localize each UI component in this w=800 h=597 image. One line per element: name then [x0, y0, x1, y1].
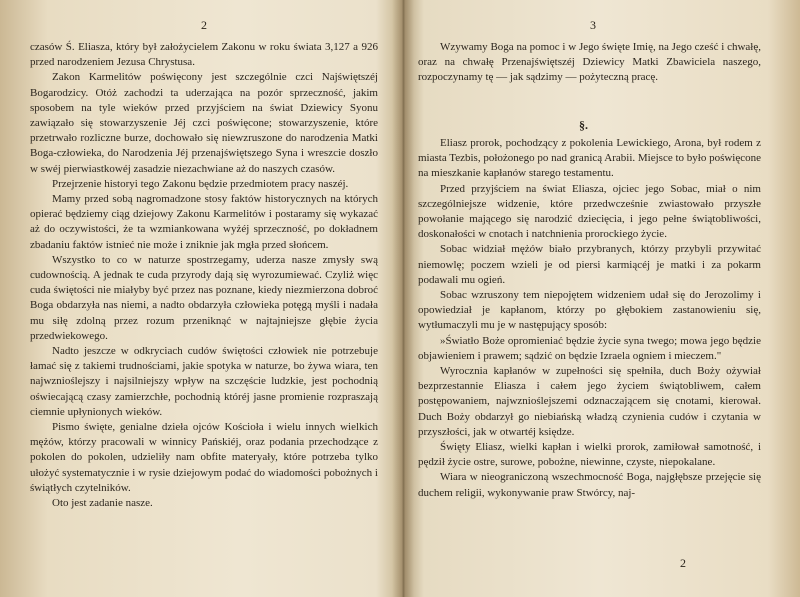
left-paragraph-8: Oto jest zadanie nasze. [52, 497, 153, 510]
left-paragraph-1: czasów Ś. Eliasza, który był założycielem Zakonu w roku świata 3,127 a 926 przed narodzeniem Jezusa Chrystusa. [30, 41, 378, 69]
right-page-text [418, 136, 761, 501]
right-paragraph-2: Przed przyjściem na świat Eliasza, ojciec jego Sobac, miał o nim szczególniejsze widzenie, które przedwcześnie zwiastowało przyszłe powołanie mającego się narodzić dziecięcia, i jego pełne świątobliwości, doskonałości w cnotach i natchnienia prorockiego życie. [418, 182, 761, 241]
right-paragraph-6: Wyrocznia kapłanów w zupełności się spełniła, duch Boży ożywiał bezprzestannie Eliasza i całem jego życiem świątobliwem, całem postępowaniem, najwznioślejszemi odznaczającem się cnotami, kierował. Duch Boży obdarzył go niebiańską władzą czynienia cudów i czytania w przyszłości, jak w otwartéj księdze. [418, 365, 761, 438]
right-opening-paragraph: Wzywamy Boga na pomoc i w Jego święte Imię, na Jego cześć i chwałę, oraz na chwałę Przenajświętszéj Dziewicy Matki Zbawiciela naszego, rozpoczynamy tę — jak sądzimy — pożyteczną pracę. [418, 41, 761, 84]
left-paragraph-2: Zakon Karmelitów poświęcony jest szczególnie czci Najświętszéj Bogarodzicy. Otóż zachodzi ta uderzająca na pozór sprzeczność, jakim sposobem na tyle wieków przed przyjściem na świat Dziewicy Syonu zawiązało się stowarzyszenie Jéj czci poświęcone; stowarzyszenie, które przetrwało rozliczne burze, dochowało się niewzruszone do narodzenia Matki Boga-człowieka, do Narodzenia Jéj przenajświętszego Syna i wreszcie doszło w swéj pierwiastkowéj zasadzie niezachwiane aż do naszych czasów. [30, 71, 378, 175]
right-page [405, 0, 800, 597]
right-opening-text [418, 40, 761, 86]
left-paragraph-6: Nadto jeszcze w odkryciach cudów świętości człowiek nie potrzebuje łamać się z takiemi trudnościami, jakie spotyka w naturze, bo żywa wiara, ten najwznioślejszy i najsilniejszy wpływ na szczęście ludzkie, jest pochodnią oświecającą czasy zamierzchłe, pochodnią któréj jasne promienie rozpraszają ciemnie upłynionych wieków. [30, 345, 378, 418]
section-mark: §. [579, 118, 588, 132]
left-page-number: 2 [201, 18, 207, 32]
right-paragraph-5: »Światło Boże opromieniać będzie życie syna twego; mowa jego będzie objawieniem i prawem; sądzić on będzie Izraela ogniem i mieczem." [418, 334, 761, 362]
left-paragraph-5: Wszystko to co w naturze spostrzegamy, uderza nasze zmysły swą cudownością. A jednak te cuda przyrody dają się wyrozumiewać. Czyliż więc cuda świętości nie miałyby być przez nas poznane, kiedy niezmierzona dobroć Boga obdarzyła nas niemi, a nadto obdarzyła człowieka potęgą myśli i nadała mu siłę zdolną przez rozum przeniknąć w najtajniejsze głębie życia przedwiekowego. [30, 253, 378, 342]
right-paragraph-4: Sobac wzruszony tem niepojętem widzeniem udał się do Jerozolimy i opowiedział je kapłanom, którzy po głębokiem zastanowieniu się, wytłumaczyli mu je w następujący sposób: [418, 289, 761, 332]
signature-mark: 2 [680, 556, 686, 570]
right-paragraph-7: Święty Eliasz, wielki kapłan i wielki prorok, zamiłował samotność, i pędził życie ostre, surowe, pobożne, niewinne, czyste, niepokalane. [418, 441, 761, 469]
right-page-number: 3 [590, 18, 596, 32]
left-paragraph-7: Pismo święte, genialne dzieła ojców Kościoła i wielu innych wielkich mężów, którzy pracowali w winnicy Pańskiéj, oraz podania przechodzące z pokolen do pokolen, udzieliły nam obfite materyały, które potrzeba tylko ułożyć systematycznie i w rysie dziejowym podać do wiadomości pobożnych i świątłych czytelników. [30, 421, 378, 494]
right-paragraph-3: Sobac widział mężów biało przybranych, którzy przybyli przywitać niemowlę; poczem wzieli je od piersi karmiącéj je matki i za pokarm podawali mu ogień. [418, 243, 761, 286]
left-paragraph-4: Mamy przed sobą nagromadzone stosy faktów historycznych na których opierać będziemy ciąg dziejowy Zakonu Karmelitów i postaramy się wykazać aż do oczywistości, że ta wzmiankowana wyżéj sprzeczność, po dokładnem zbadaniu faktów istnieć nie może i zniknie jak mgła przed słońcem. [30, 193, 378, 251]
right-paragraph-8: Wiara w nieograniczoną wszechmocność Boga, najgłębsze przejęcie się duchem religii, wykonywanie praw Stwórcy, naj- [418, 471, 761, 499]
right-paragraph-1: Eliasz prorok, pochodzący z pokolenia Lewickiego, Arona, był rodem z miasta Tezbis, położonego po nad granicą Arabii. Miejsce to było poświęcone na mieszkanie kapłanów starego testamentu. [418, 137, 761, 180]
left-paragraph-3: Przejrzenie historyi tego Zakonu będzie przedmiotem pracy naszéj. [52, 177, 349, 190]
left-page-text [30, 40, 378, 511]
